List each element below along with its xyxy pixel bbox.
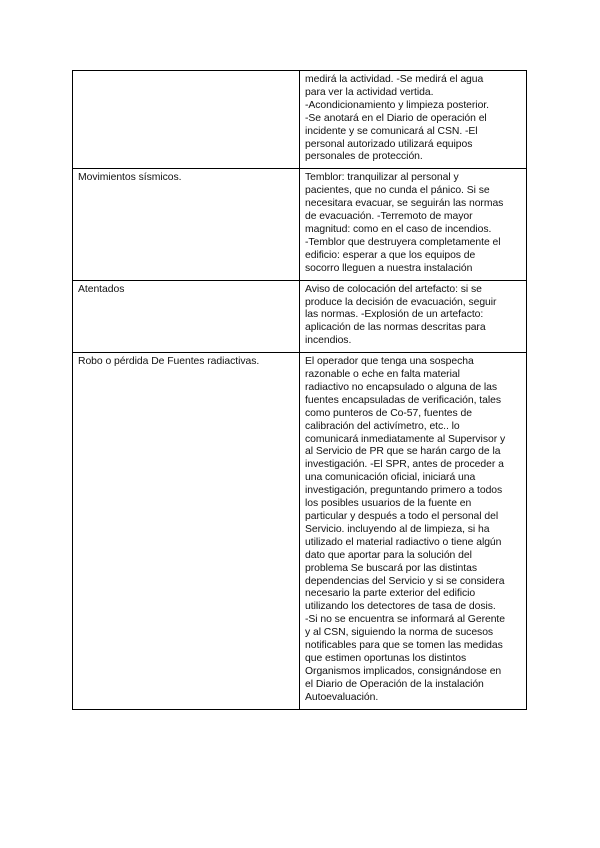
table-row [73, 353, 527, 709]
event-cell [73, 71, 300, 169]
text-line: -Se anotará en el Diario de operación el [305, 112, 487, 124]
text-line: dato que aportar para la solución del [305, 549, 472, 561]
actions-cell [300, 280, 527, 353]
text-line: que estimen oportunas los distintos [305, 652, 467, 664]
text-line: necesario la parte exterior del edificio [305, 588, 476, 600]
text-line: razonable o eche en falta material [305, 369, 460, 381]
text-line: personales de protección. [305, 151, 423, 163]
text-line: incendios. [305, 335, 352, 347]
text-line: -Temblor que destruyera completamente el [305, 236, 501, 248]
text-line: notificables para que se tomen las medidas [305, 640, 503, 652]
text-line: aplicación de las normas descritas para [305, 322, 486, 334]
text-line: particular y después a todo el personal del [305, 511, 499, 522]
text-line: produce la decisión de evacuación, seguir [305, 296, 497, 308]
text-line: las normas. -Explosión de un artefacto: [305, 309, 484, 321]
text-line: el Diario de Operación de la instalación [305, 678, 484, 690]
table-row [73, 169, 527, 280]
text-line: dependencias del Servicio y si se considera [305, 575, 505, 587]
actions-cell [300, 169, 527, 280]
text-line: una comunicación oficial, iniciará una [305, 472, 476, 484]
event-cell: Movimientos sísmicos. [73, 169, 300, 280]
event-cell: Atentados [73, 280, 300, 353]
text-line: investigación, preguntando primero a todos [305, 485, 503, 497]
event-cell: Robo o pérdida De Fuentes radiactivas. [73, 353, 300, 709]
text-line: de evacuación. -Terremoto de mayor [305, 211, 473, 223]
text-line: Organismos implicados, consignándose en [305, 665, 502, 677]
text-line: personal autorizado utilizará equipos [305, 138, 473, 150]
text-line: los posibles usuarios de la fuente en [305, 498, 472, 510]
text-line: utilizado el material radiactivo o tiene algún [305, 536, 502, 548]
emergency-procedures-table [72, 70, 527, 710]
text-line: Servicio. incluyendo al de limpieza, si ha [305, 523, 490, 535]
text-line: -Si no se encuentra se informará al Gerente [305, 614, 505, 626]
text-line: magnitud: como en el caso de incendios. [305, 223, 492, 235]
text-line: edificio: esperar a que los equipos de [305, 249, 476, 261]
actions-cell [300, 71, 527, 169]
text-line: Temblor: tranquilizar al personal y [305, 172, 459, 184]
text-line: medirá la actividad. -Se medirá el agua [305, 74, 484, 85]
text-line: -Acondicionamiento y limpieza posterior. [305, 99, 489, 111]
text-line: necesitara evacuar, se seguirán las normas [305, 198, 504, 210]
actions-cell [300, 353, 527, 709]
text-line: comunicará inmediatamente al Supervisor y [305, 433, 506, 445]
text-line: radiactivo no encapsulado o alguna de las [305, 381, 498, 393]
text-line: investigación. -El SPR, antes de proceder a [305, 459, 504, 471]
text-line: pacientes, que no cunda el pánico. Si se [305, 185, 490, 197]
text-line: socorro lleguen a nuestra instalación [305, 262, 473, 274]
text-line: fuentes encapsuladas de verificación, tales [305, 394, 501, 406]
text-line: para ver la actividad vertida. [305, 86, 434, 98]
text-line: incidente y se comunicará al CSN. -El [305, 125, 478, 137]
text-line: al Servicio de PR que se harán cargo de la [305, 446, 501, 458]
text-line: calibración del activímetro, etc.. lo [305, 420, 460, 432]
text-line: Aviso de colocación del artefacto: si se [305, 283, 482, 295]
text-line: utilizando los detectores de tasa de dosis. [305, 601, 496, 613]
text-line: El operador que tenga una sospecha [305, 356, 474, 368]
text-line: Autoevaluación. [305, 691, 379, 703]
text-line: y al CSN, siguiendo la norma de sucesos [305, 627, 494, 639]
table-row [73, 71, 527, 169]
table-row [73, 280, 527, 353]
text-line: como punteros de Co-57, fuentes de [305, 407, 472, 419]
text-line: problema Se buscará por las distintas [305, 562, 477, 574]
